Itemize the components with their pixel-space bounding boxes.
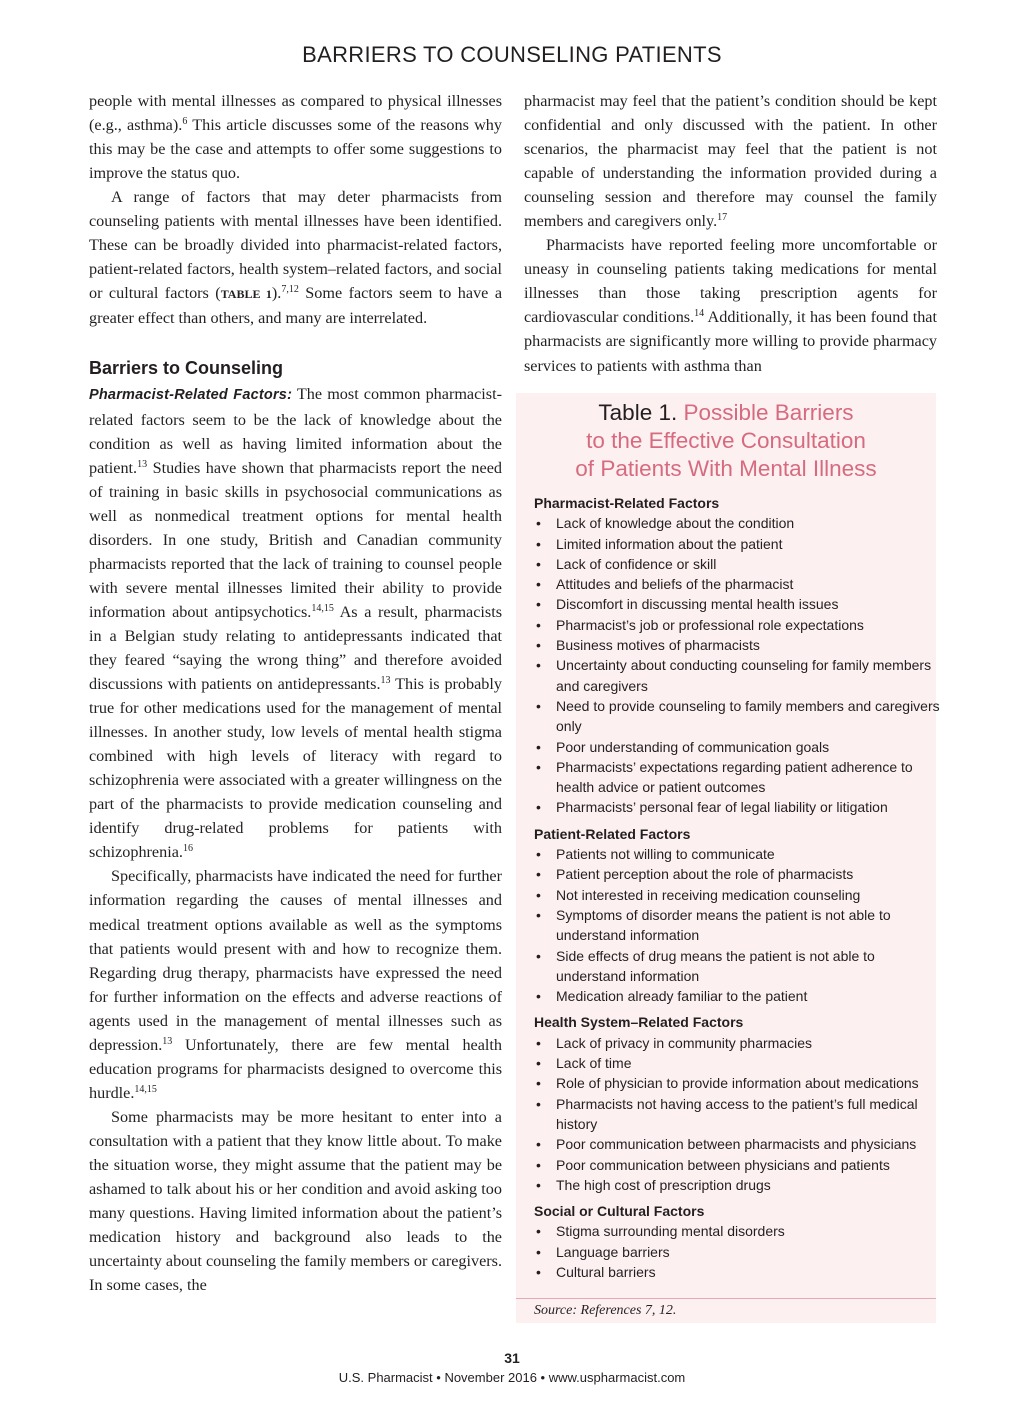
- table-list-item: • Poor communication between pharmacists and physicians: [534, 1134, 941, 1154]
- table-list-item: • Lack of privacy in community pharmacies: [534, 1033, 941, 1053]
- table-list-item: • Medication already familiar to the patient: [534, 986, 941, 1006]
- paragraph: pharmacist may feel that the patient’s condition should be kept confidential and only discussed with the patient. In other scenarios, the pharmacist may feel that the patient is not capable of understanding the information provided during a counseling session and therefore may counsel the family members and caregivers only.$^{17}$: [524, 92, 937, 231]
- table-list-item: • Lack of time: [534, 1053, 941, 1073]
- table-list-item: • Pharmacists’ personal fear of legal liability or litigation: [534, 797, 941, 817]
- table-reference: TABLE 1: [220, 287, 272, 302]
- table-category-heading: Social or Cultural Factors: [534, 1203, 705, 1220]
- table-list-item: • Pharmacist’s job or professional role expectations: [534, 615, 941, 635]
- paragraph: people with mental illnesses as compared to physical illnesses (e.g., asthma).$^6$ This article discusses some of the reasons why this may be the case and attempts to offer some suggestions to improve the status quo.: [89, 92, 502, 183]
- table-category-list: [534, 1033, 936, 1195]
- running-header: BARRIERS TO COUNSELING PATIENTS: [302, 42, 722, 67]
- section-heading: Barriers to Counseling: [89, 358, 284, 379]
- table-list-item: • Pharmacists’ expectations regarding patient adherence to health advice or patient outcomes: [534, 757, 941, 798]
- paragraph: Pharmacist-Related Factors: The most common pharmacist-related factors seem to be the lack of knowledge about the condition as well as having limited information about the patient.$^{13}$ Studies have shown that pharmacists report the need of training in basic skills in psychosocial communications as well as nonmedical treatment options for mental health disorders. In one study, British and Canadian community pharmacists reported that the lack of training to counsel people with severe mental illnesses limited their ability to provide information about antipsychotics.$^{14,15}$ As a result, pharmacists in a Belgian study relating to antidepressants indicated that they feared “saying the wrong thing” and therefore avoided discussions with patients on antidepressants.$^{13}$ This is probably true for other medications used for the management of mental illnesses. In another study, low levels of mental health stigma combined with high levels of literacy with regard to schizophrenia were associated with a greater willingness on the part of the pharmacists to provide medication counseling and identify drug-related problems for patients with schizophrenia.$^{16}$: [89, 385, 502, 862]
- table-category-list: [534, 513, 940, 817]
- table-list-item: • Stigma surrounding mental disorders: [534, 1221, 941, 1241]
- table-list-item: • Lack of confidence or skill: [534, 554, 941, 574]
- table-list-item: • Role of physician to provide information about medications: [534, 1073, 941, 1093]
- table-list-item: • Symptoms of disorder means the patient is not able to understand information: [534, 905, 941, 946]
- table-list-item: • Limited information about the patient: [534, 534, 941, 554]
- table-list-item: • Discomfort in discussing mental health issues: [534, 594, 941, 614]
- table-category-list: [534, 844, 936, 1006]
- table-list-item: • Poor understanding of communication goals: [534, 737, 941, 757]
- table-body: [516, 483, 940, 1282]
- table-list-item: • Lack of knowledge about the condition: [534, 513, 941, 533]
- table-list-item: • Side effects of drug means the patient is not able to understand information: [534, 946, 941, 987]
- table-category-heading: Pharmacist-Related Factors: [534, 495, 720, 511]
- table-1-box: [516, 393, 940, 1323]
- right-column: [524, 89, 937, 378]
- table-list-item: • Attitudes and beliefs of the pharmacist: [534, 574, 941, 594]
- run-in-heading: Pharmacist-Related Factors:: [89, 387, 293, 404]
- table-list-item: • Uncertainty about conducting counseling for family members and caregivers: [534, 655, 941, 696]
- paragraph: Specifically, pharmacists have indicated the need for further information regarding the causes of mental illnesses and medical treatment options available as well as the symptoms that patients would present with and how to recognize them. Regarding drug therapy, pharmacists have expressed the need for further information on the effects and adverse reactions of agents used in the management of mental illnesses such as depression.$^{13}$ Unfortunately, there are few mental health education programs for pharmacists designed to overcome this hurdle.$^{14,15}$: [89, 867, 502, 1102]
- paragraph: Pharmacists have reported feeling more uncomfortable or uneasy in counseling patients taking medications for mental illnesses than those taking prescription agents for cardiovascular conditions.$^{14}$ Additionally, it has been found that pharmacists are significantly more willing to provide pharmacy services to patients with asthma than: [524, 236, 937, 375]
- table-title: Table 1. Possible Barriers to the Effective Consultation of Patients With Mental Illness: [575, 400, 877, 481]
- paragraph: Some pharmacists may be more hesitant to enter into a consultation with a patient that they know little about. To make the situation worse, they might assume that the patient may be ashamed to talk about his or her condition and avoid asking too many questions. Having limited information about the patient’s medication history and background also leads to the uncertainty about counseling the family members or caregivers. In some cases, the: [89, 1107, 502, 1295]
- table-list-item: • Need to provide counseling to family members and caregivers only: [534, 696, 941, 737]
- table-list-item: • Cultural barriers: [534, 1262, 941, 1282]
- table-category-heading: Health System–Related Factors: [534, 1014, 744, 1031]
- table-category-heading: Patient-Related Factors: [534, 825, 691, 842]
- table-source: Source: References 7, 12.: [534, 1303, 677, 1318]
- table-list-item: • Patient perception about the role of pharmacists: [534, 864, 941, 884]
- table-list-item: • Language barriers: [534, 1242, 941, 1262]
- table-list-item: • Business motives of pharmacists: [534, 635, 941, 655]
- table-number: Table 1.: [598, 400, 678, 425]
- table-list-item: • Not interested in receiving medication counseling: [534, 885, 941, 905]
- footer-line: U.S. Pharmacist • November 2016 • www.uspharmacist.com: [338, 1370, 686, 1385]
- table-list-item: • Poor communication between physicians and patients: [534, 1155, 941, 1175]
- table-list-item: • Patients not willing to communicate: [534, 844, 941, 864]
- paragraph: A range of factors that may deter pharmacists from counseling patients with mental illnesses have been identified. These can be broadly divided into pharmacist-related factors, patient-related factors, health system–related factors, and social or cultural factors (TABLE 1).$^{7,12}$ Some factors seem to have a greater effect than others, and many are interrelated.: [89, 188, 502, 328]
- page-number: 31: [504, 1350, 520, 1366]
- table-divider: [516, 1298, 936, 1299]
- table-list-item: • Pharmacists not having access to the patient’s full medical history: [534, 1094, 941, 1135]
- table-category-list: [534, 1221, 936, 1282]
- table-list-item: • The high cost of prescription drugs: [534, 1175, 941, 1195]
- left-column: [89, 89, 502, 1297]
